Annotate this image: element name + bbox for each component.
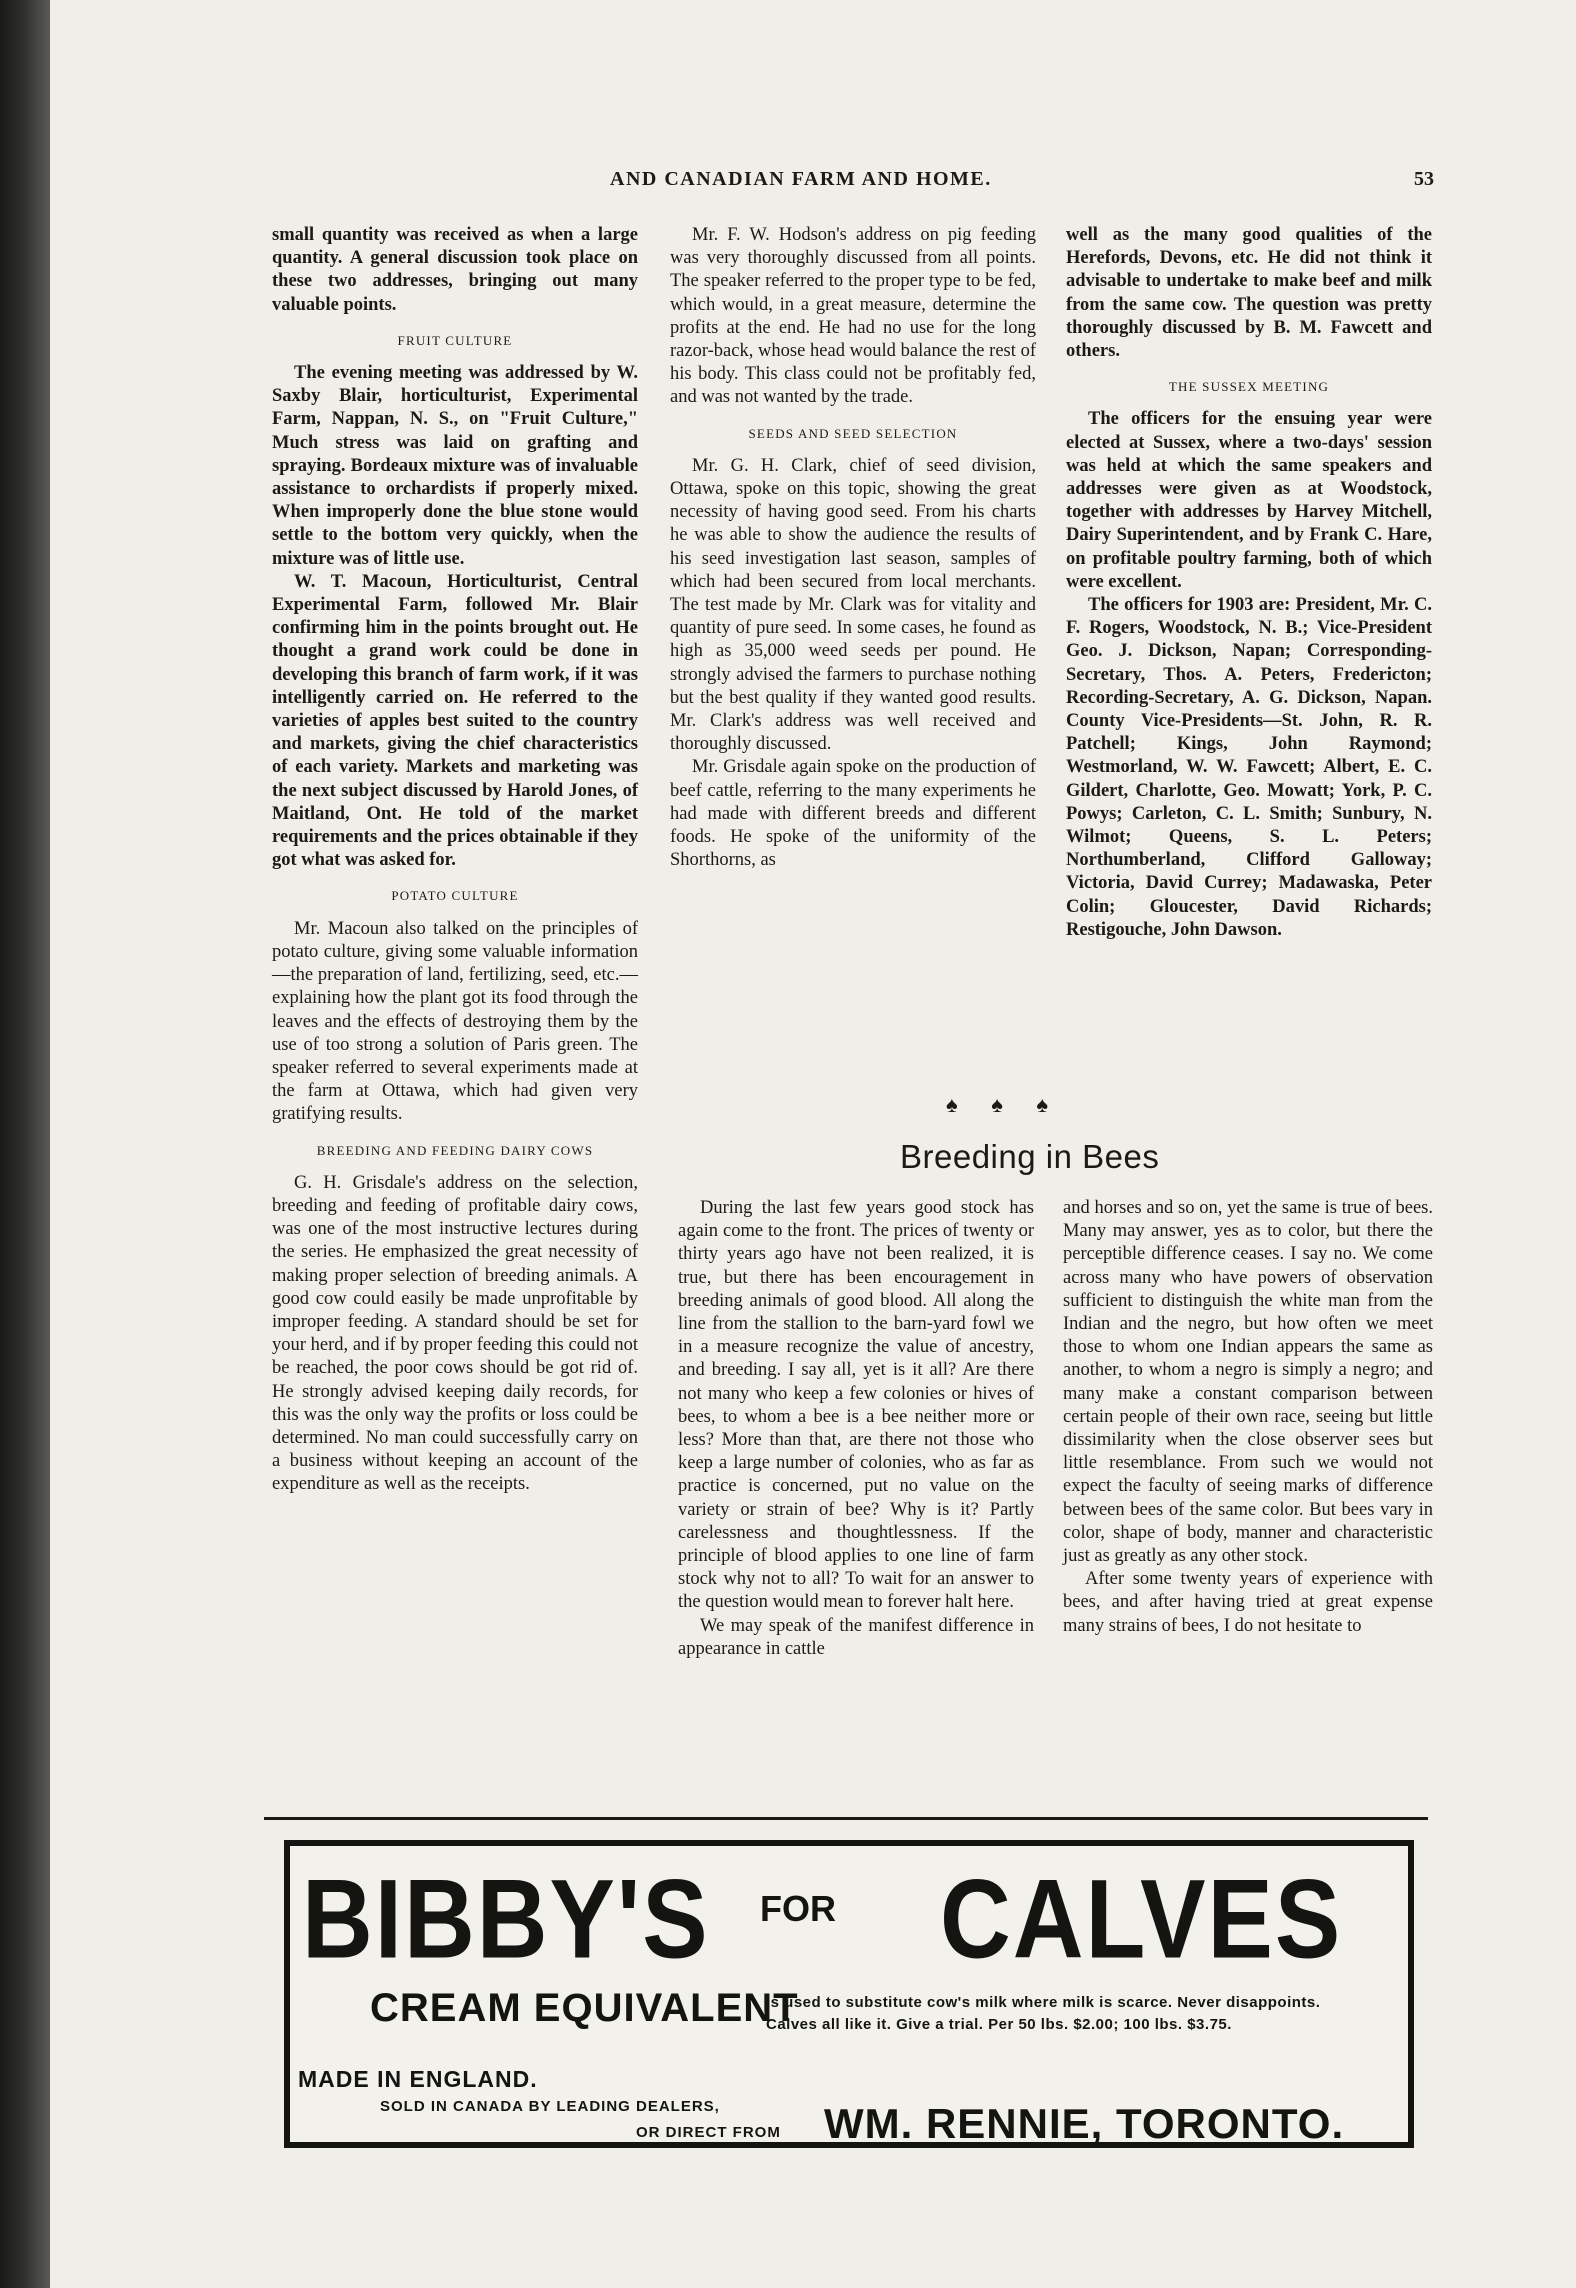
scan-edge xyxy=(0,0,50,2288)
magazine-page xyxy=(50,0,1576,2288)
paragraph: The officers for 1903 are: President, Mr. C. F. Rogers, Woodstock, N. B.; Vice-President Geo. J. Dickson, Napan; Corresponding-Secretary, Thos. A. Peters, Fredericton; Recording-Secretary, A. G. Dickson, Napan. County Vice-Presidents—St. John, R. R. Patchell; Kings, John Raymond; Westmorland, W. W. Fawcett; Albert, E. C. Gildert, Charlotte, Geo. Mowatt; York, P. C. Powys; Carleton, C. L. Smith; Sunbury, N. Wilmot; Queens, S. L. Peters; Northumberland, Clifford Galloway; Victoria, David Currey; Madawaska, Peter Colin; Gloucester, David Richards; Restigouche, John Dawson. xyxy=(1066,595,1432,940)
paragraph: The evening meeting was addressed by W. Saxby Blair, horticulturist, Experimental Farm, Nappan, N. S., on "Fruit Culture," Much stress was laid on grafting and spraying. Bordeaux mixture was of invaluable assistance to orchardists if properly mixed. When improperly done the blue stone would settle to the bottom very quickly, when the mixture was of little use. xyxy=(272,363,638,569)
ad-made-in: MADE IN ENGLAND. xyxy=(298,2066,538,2092)
ad-brand: BIBBY'S xyxy=(302,1855,710,1982)
paragraph: After some twenty years of experience with bees, and after having tried at great expense many strains of bees, I do not hesitate to xyxy=(1063,1569,1433,1636)
horizontal-rule xyxy=(264,1817,1428,1820)
section-ornament: ♠ ♠ ♠ xyxy=(946,1092,1063,1117)
article-column-right xyxy=(1063,1197,1433,1638)
section-heading-potato-culture: POTATO CULTURE xyxy=(391,888,519,904)
page-number: 53 xyxy=(1414,168,1434,190)
article-column-left xyxy=(678,1197,1034,1661)
column-1 xyxy=(272,224,638,1497)
paragraph: We may speak of the manifest difference in appearance in cattle xyxy=(678,1615,1034,1659)
ad-direct-from: OR DIRECT FROM xyxy=(636,2124,781,2141)
paragraph: well as the many good qualities of the Herefords, Devons, etc. He did not think it advisable to undertake to make beef and milk from the same cow. The question was pretty thoroughly discussed by B. M. Fawcett and others. xyxy=(1066,225,1432,362)
ad-for: FOR xyxy=(760,1888,836,1929)
paragraph: Mr. F. W. Hodson's address on pig feeding was very thoroughly discussed from all points. The speaker referred to the proper type to be fed, which would, in a great measure, determine the profits at the end. He had no use for the long razor-back, whose head would balance the rest of his body. This class could not be profitably fed, and was not wanted by the trade. xyxy=(670,225,1036,408)
paragraph: The officers for the ensuing year were elected at Sussex, where a two-days' session was held at which the same speakers and addresses were given as at Woodstock, together with addresses by Harvey Mitchell, Dairy Superintendent, and by Frank C. Hare, on profitable poultry farming, both of which were excellent. xyxy=(1066,409,1432,592)
ad-subtitle: CREAM EQUIVALENT xyxy=(370,1986,799,2030)
paragraph: W. T. Macoun, Horticulturist, Central Experimental Farm, followed Mr. Blair confirming him in the points brought out. He thought a grand work could be done in developing this branch of farm work, if it was intelligently carried on. He referred to the varieties of apples best suited to the country and markets, giving the chief characteristics of each variety. Markets and marketing was the next subject discussed by Harold Jones, of Maitland, Ont. He told of the market requirements and the prices obtainable if they got what was asked for. xyxy=(272,571,638,871)
paragraph: and horses and so on, yet the same is true of bees. Many may answer, yes as to color, but there the perceptible difference ceases. I say no. We come across many who have powers of observation sufficient to distinguish the white man from the Indian and the negro, but how often we meet those to whom one Indian appears the same as another, to whom a negro is simply a negro; and many make a constant comparison between certain people of their own race, seeing but little dissimilarity when the close observer sees but little resemblance. From such we would not expect the faculty of seeing marks of difference between bees of the same color. But bees vary in color, shape of body, manner and characteristic just as greatly as any other stock. xyxy=(1063,1198,1433,1567)
paragraph: During the last few years good stock has again come to the front. The prices of twenty or thirty years ago have not been realized, it is true, but there has been encouragement in breeding animals of good blood. All along the line from the stallion to the barn-yard fowl we in a measure recognize the value of ancestry, and breeding. I say all, yet is it all? Are there not many who keep a few colonies or hives of bees, to whom a bee is a bee neither more or less? More than that, are there not those who keep a large number of colonies, who as far as practice is concerned, put no value on the variety or strain of bee? Why is it? Partly carelessness and thoughtlessness. If the principle of blood applies to one line of farm stock why not to all? To wait for an answer to the question would mean to forever halt here. xyxy=(678,1198,1034,1613)
ad-product: CALVES xyxy=(940,1855,1343,1982)
ad-description: is used to substitute cow's milk where milk is scarce. Never disappoints. Calves all like it. Give a trial. Per 50 lbs. $2.00; 100 lbs. $3.75. xyxy=(766,1994,1321,2033)
section-heading-dairy-cows: BREEDING AND FEEDING DAIRY COWS xyxy=(316,1142,594,1158)
ad-sold-by: SOLD IN CANADA BY LEADING DEALERS, xyxy=(380,2098,720,2115)
paragraph: Mr. Grisdale again spoke on the production of beef cattle, referring to the many experiments he had made with different breeds and different foods. He spoke of the uniformity of the Shorthorns, as xyxy=(670,757,1036,871)
column-3 xyxy=(1066,224,1432,942)
paragraph: G. H. Grisdale's address on the selection, breeding and feeding of profitable dairy cows, was one of the most instructive lectures during the series. He emphasized the great necessity of making proper selection of breeding animals. A good cow could easily be made unprofitable by improper feeding. A standard should be set for your herd, and if by proper feeding this could not be reached, the poor cows should be got rid of. He strongly advised keeping daily records, for this was the only way the profits or loss could be determined. No man could successfully carry on a business without keeping an account of the expenditure as well as the receipts. xyxy=(272,1172,638,1495)
article-title: Breeding in Bees xyxy=(900,1138,1160,1175)
column-2 xyxy=(670,224,1036,872)
paragraph: Mr. Macoun also talked on the principles of potato culture, giving some valuable information—the preparation of land, fertilizing, seed, etc.—explaining how the plant got its food through the leaves and the effects of destroying them by the use of too strong a solution of Paris green. The speaker referred to several experiments made at the farm at Ottawa, which had given very gratifying results. xyxy=(272,918,638,1125)
advertisement xyxy=(284,1840,1414,2148)
section-heading-sussex-meeting: THE SUSSEX MEETING xyxy=(1168,379,1330,395)
ad-seller: WM. RENNIE, TORONTO. xyxy=(824,2100,1345,2147)
section-heading-seeds: SEEDS AND SEED SELECTION xyxy=(748,425,958,441)
running-head: AND CANADIAN FARM AND HOME. xyxy=(610,168,992,190)
paragraph: Mr. G. H. Clark, chief of seed division, Ottawa, spoke on this topic, showing the great necessity of having good seed. From his charts he was able to show the audience the results of his seed investigation last season, samples of which had been secured from local merchants. The test made by Mr. Clark was for vitality and quantity of pure seed. In some cases, he found as high as 35,000 weed seeds per pound. He strongly advised the farmers to purchase nothing but the best quality if they wanted good results. Mr. Clark's address was well received and thoroughly discussed. xyxy=(670,455,1036,755)
paragraph: small quantity was received as when a large quantity. A general discussion took place on these two addresses, bringing out many valuable points. xyxy=(272,225,638,315)
section-heading-fruit-culture: FRUIT CULTURE xyxy=(397,332,513,348)
